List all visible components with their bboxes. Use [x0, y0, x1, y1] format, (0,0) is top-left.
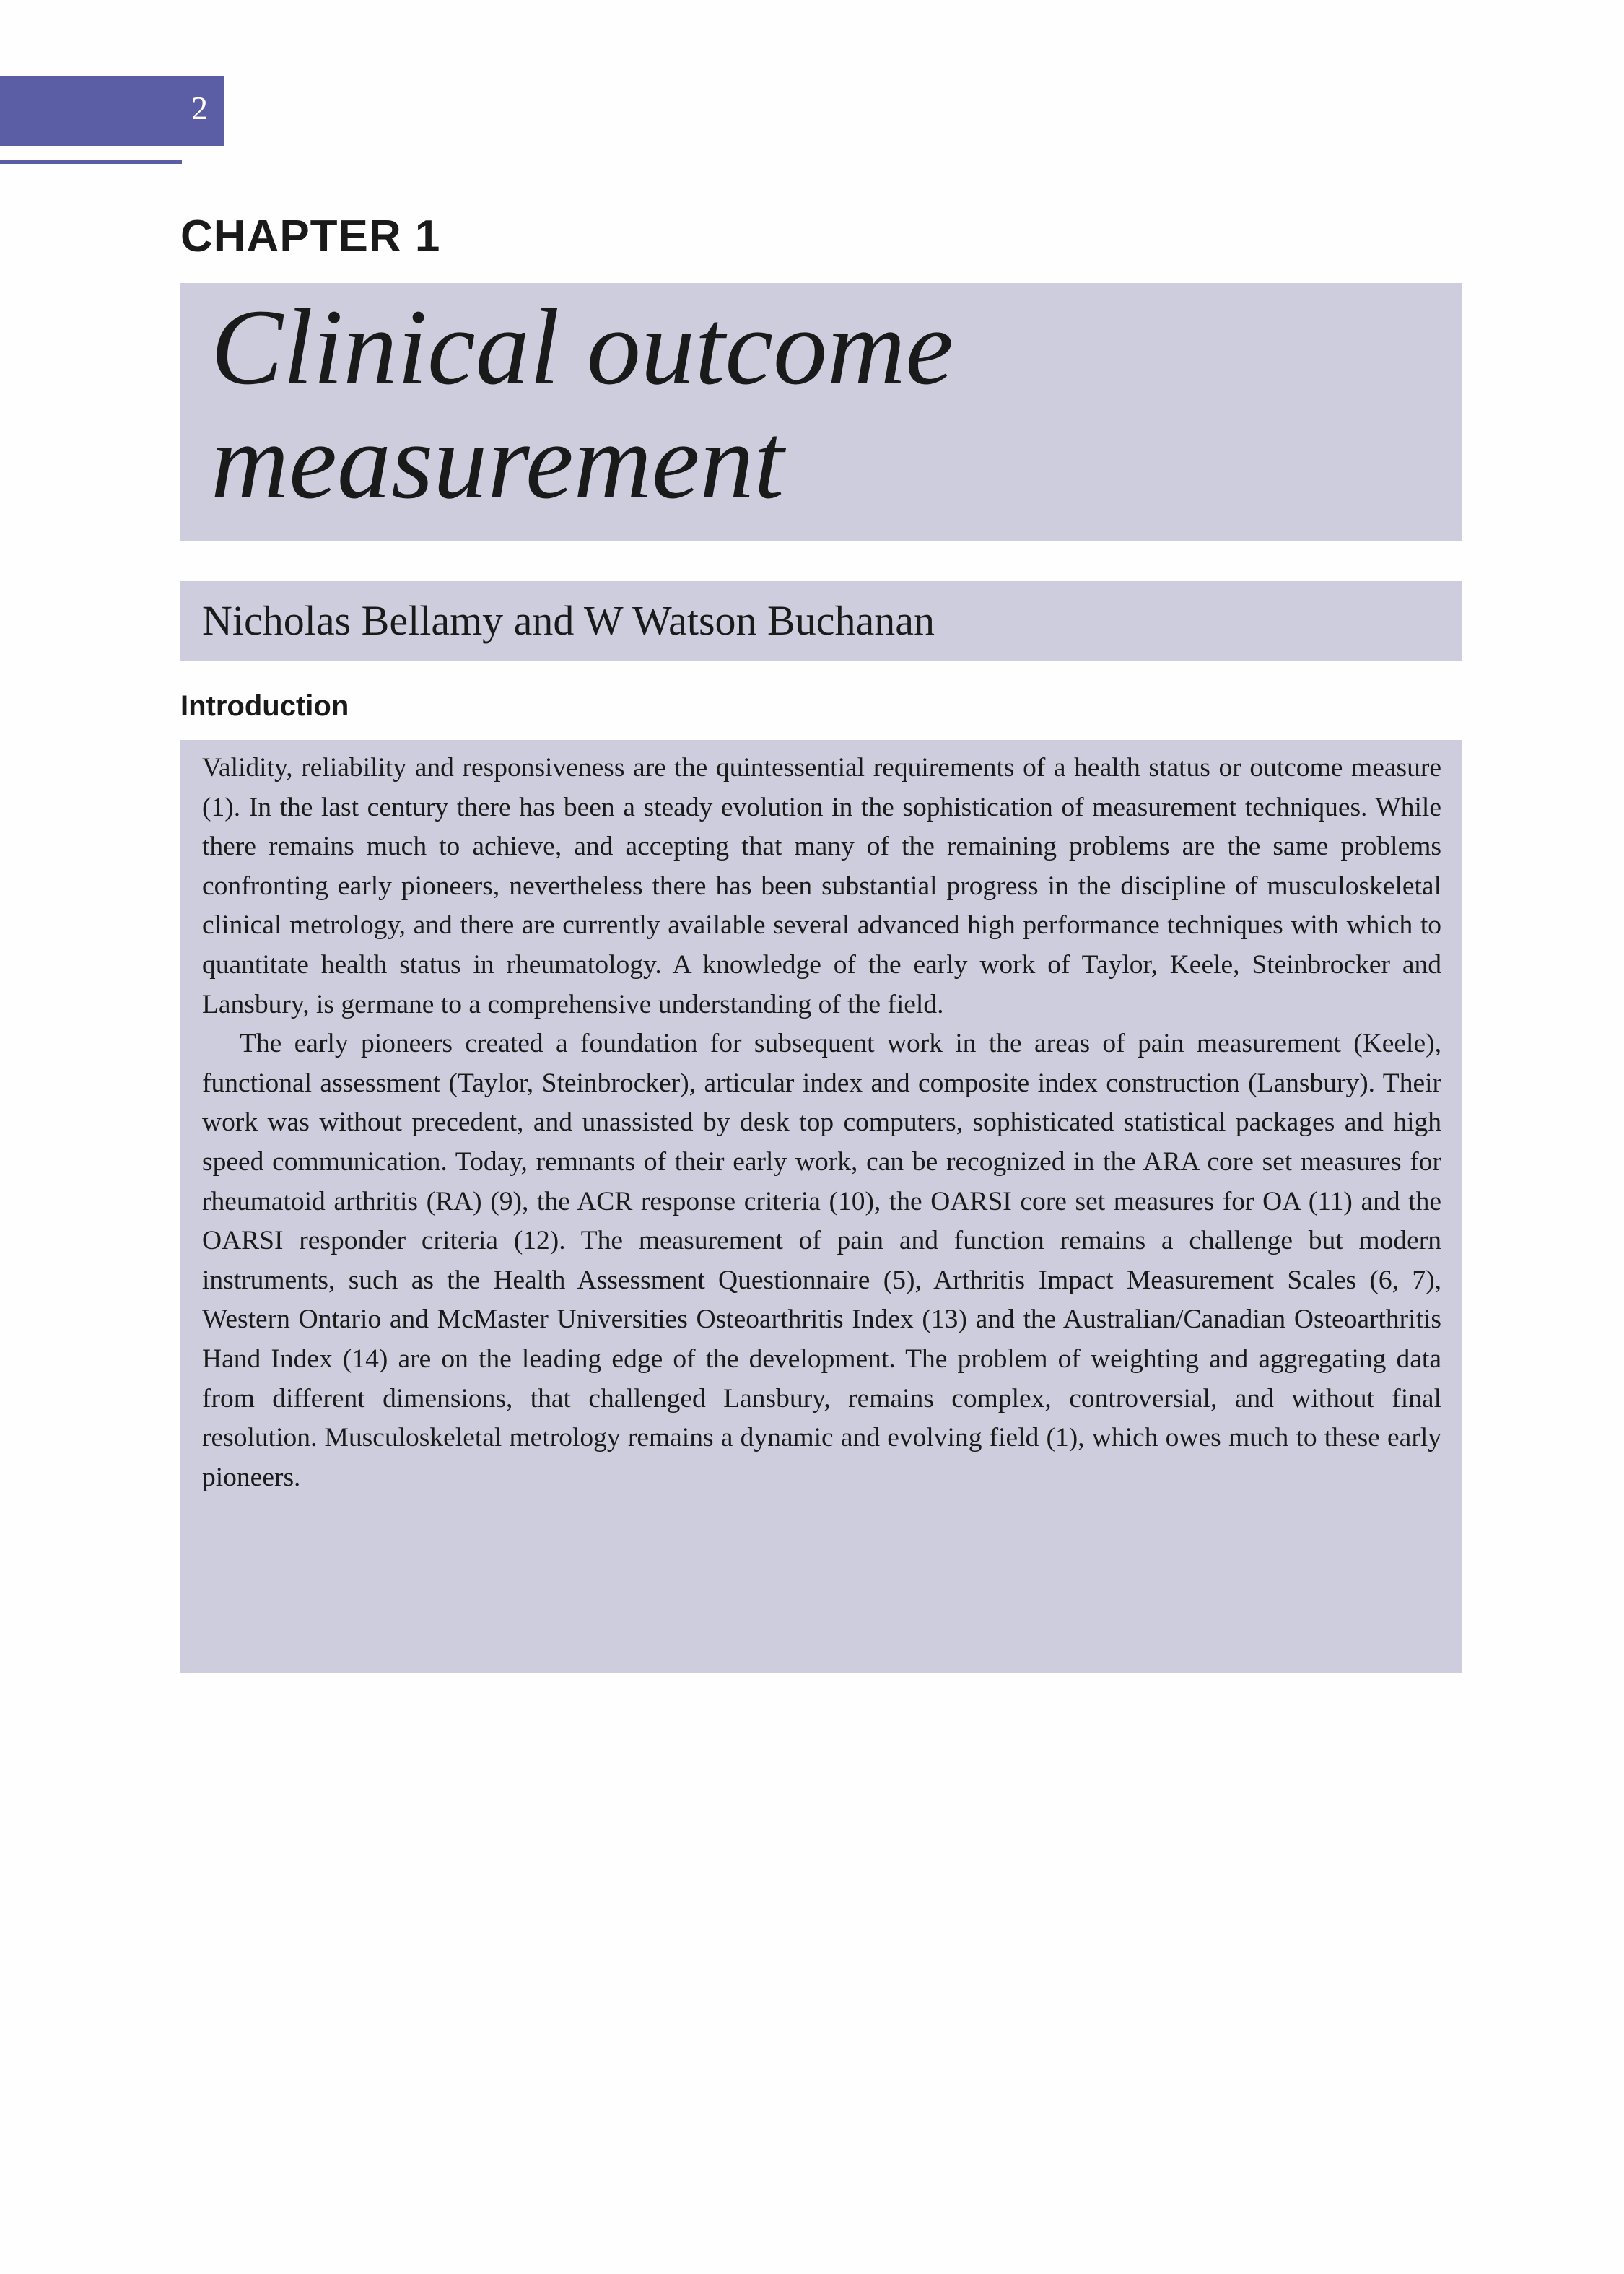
authors-panel	[180, 581, 1462, 661]
body-paragraph-2: The early pioneers created a foundation for subsequent work in the areas of pain measurement (Keele), functional assessment (Taylor, Steinbrocker), articular index and composite index construction (Lansbury). Their work was without precedent, and unassisted by desk top computers, sophisticated statistical packages and high speed communication. Today, remnants of their early work, can be recognized in the ARA core set measures for rheumatoid arthritis (RA) (9), the ACR response criteria (10), the OARSI core set measures for OA (11) and the OARSI responder criteria (12). The measurement of pain and function remains a challenge but modern instruments, such as the Health Assessment Questionnaire (5), Arthritis Impact Measurement Scales (6, 7), Western Ontario and McMaster Universities Osteoarthritis Index (13) and the Australian/Canadian Osteoarthritis Hand Index (14) are on the leading edge of the development. The problem of weighting and aggregating data from different dimensions, that challenged Lansbury, remains complex, controversial, and without final resolution. Musculoskeletal metrology remains a dynamic and evolving field (1), which owes much to these early pioneers.	[202, 1029, 1441, 1492]
page-number-tab	[0, 76, 224, 146]
chapter-title-line-1: Clinical outcome	[211, 287, 953, 407]
header-rule	[0, 160, 182, 164]
page-number: 2	[191, 90, 208, 126]
authors: Nicholas Bellamy and W Watson Buchanan	[202, 597, 935, 644]
body-paragraph-1: Validity, reliability and responsiveness are the quintessential requirements of a health status or outcome measure (1). In the last century there has been a steady evolution in the sophistication of measurement techniques. While there remains much to achieve, and accepting that many of the remaining problems are the same problems confronting early pioneers, nevertheless there has been substantial progress in the discipline of musculoskeletal clinical metrology, and there are currently available several advanced high performance techniques with which to quantitate health status in rheumatology. A knowledge of the early work of Taylor, Keele, Steinbrocker and Lansbury, is germane to a comprehensive understanding of the field.	[202, 753, 1441, 1019]
introduction-body-panel	[180, 740, 1462, 1673]
chapter-title-line-2: measurement	[211, 401, 785, 521]
chapter-label: CHAPTER 1	[180, 212, 441, 261]
section-heading: Introduction	[180, 690, 349, 722]
chapter-title-panel	[180, 283, 1462, 541]
